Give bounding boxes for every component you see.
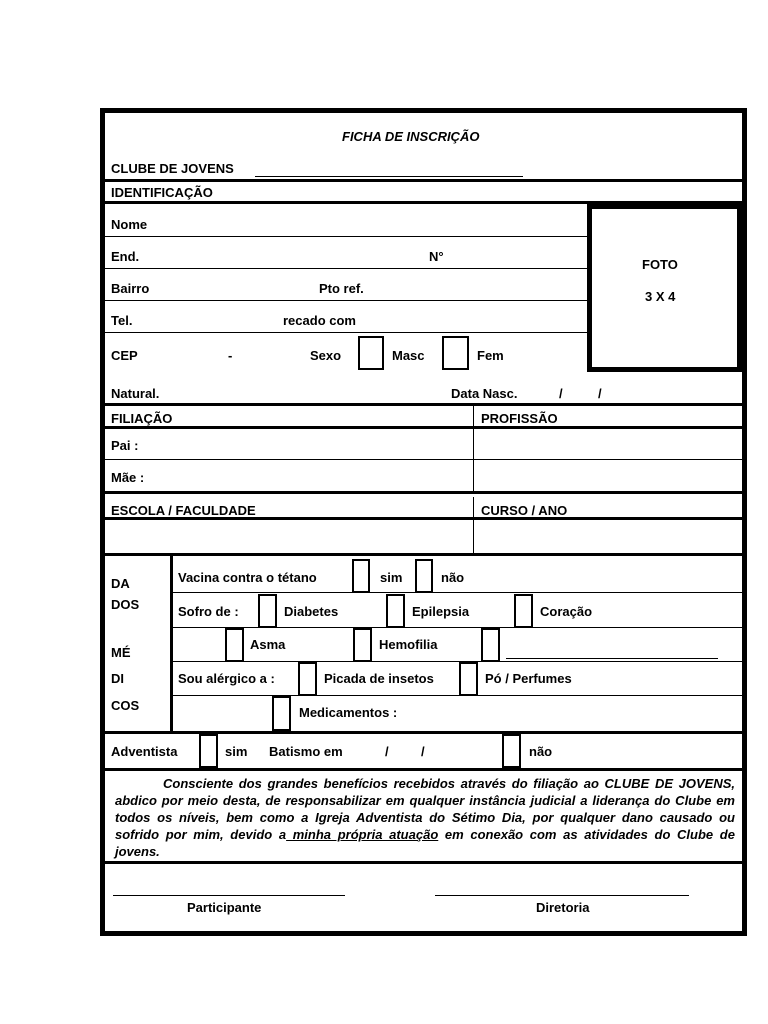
adventista-sim-label: sim [225,744,248,759]
recado-label: recado com [283,313,356,328]
natural-label: Natural. [111,386,160,401]
fem-label: Fem [477,348,504,363]
diabetes-label: Diabetes [284,604,339,619]
photo-box[interactable] [587,204,742,372]
form-title: FICHA DE INSCRIÇÃO [342,129,480,144]
alergico-label: Sou alérgico a : [178,671,275,686]
foto-size-label: 3 X 4 [645,289,676,304]
numero-label: N° [429,249,444,264]
side-label-da: DA [111,576,130,591]
underlined-phrase: minha própria atuação [286,827,439,842]
section-filiacao: FILIAÇÃO [111,411,173,426]
batismo-slash-2: / [421,744,425,759]
tel-label: Tel. [111,313,133,328]
outros-checkbox[interactable] [481,628,500,662]
hemofilia-label: Hemofilia [379,637,438,652]
picada-label: Picada de insetos [324,671,434,686]
bairro-label: Bairro [111,281,150,296]
medicamentos-label: Medicamentos : [299,705,398,720]
nome-field[interactable] [105,236,587,237]
tel-field[interactable] [105,332,587,333]
participante-label: Participante [187,900,262,915]
masc-checkbox[interactable] [358,336,384,370]
diretoria-signature-line[interactable] [435,895,689,896]
endereco-field[interactable] [105,268,587,269]
mae-label: Mãe : [111,470,145,485]
hemofilia-checkbox[interactable] [353,628,372,662]
epilepsia-label: Epilepsia [412,604,470,619]
pto-ref-label: Pto ref. [319,281,364,296]
date-slash-1: / [559,386,563,401]
sofro-label: Sofro de : [178,604,239,619]
bairro-field[interactable] [105,300,587,301]
side-label-dos: DOS [111,597,140,612]
section-curso: CURSO / ANO [481,503,568,518]
club-name-field[interactable] [255,176,523,177]
masc-label: Masc [392,348,425,363]
pai-label: Pai : [111,438,139,453]
coracao-checkbox[interactable] [514,594,533,628]
cep-label: CEP [111,348,138,363]
data-nasc-label: Data Nasc. [451,386,518,401]
date-slash-2: / [598,386,602,401]
vacina-nao-label: não [441,570,465,585]
foto-label: FOTO [642,257,678,272]
po-label: Pó / Perfumes [485,671,572,686]
adventista-nao-label: não [529,744,553,759]
medicamentos-checkbox[interactable] [272,696,291,731]
diabetes-checkbox[interactable] [258,594,277,628]
participante-signature-line[interactable] [113,895,345,896]
vacina-nao-checkbox[interactable] [415,559,433,593]
side-label-di: DI [111,671,124,686]
nome-label: Nome [111,217,148,232]
batismo-slash-1: / [385,744,389,759]
fem-checkbox[interactable] [442,336,469,370]
outros-field[interactable] [506,658,718,659]
adventista-nao-checkbox[interactable] [502,734,521,768]
vacina-label: Vacina contra o tétano [178,570,317,585]
asma-label: Asma [250,637,286,652]
diretoria-label: Diretoria [536,900,590,915]
section-escola: ESCOLA / FACULDADE [111,503,256,518]
registration-form [100,108,747,936]
coracao-label: Coração [540,604,593,619]
sexo-label: Sexo [310,348,342,363]
asma-checkbox[interactable] [225,628,244,662]
side-label-cos: COS [111,698,140,713]
liability-waiver-text: Consciente dos grandes benefícios recebidos através do filiação ao CLUBE DE JOVENS, abdico por meio desta, de responsabilizar em qualquer instância judicial a liderança do Clube em todos os níveis, bem como a Igreja Adventista do Sétimo Dia, por qualquer dano causado ou sofrido por mim, devido a minha própria atuação em conexão com as atividades do Clube de jovens. [115,776,735,859]
epilepsia-checkbox[interactable] [386,594,405,628]
end-label: End. [111,249,140,264]
adventista-label: Adventista [111,744,178,759]
po-checkbox[interactable] [459,662,478,696]
section-profissao: PROFISSÃO [481,411,558,426]
adventista-sim-checkbox[interactable] [199,734,218,768]
side-label-me: MÉ [111,645,131,660]
vacina-sim-label: sim [380,570,403,585]
vacina-sim-checkbox[interactable] [352,559,370,593]
cep-dash: - [228,348,233,363]
section-identificacao: IDENTIFICAÇÃO [111,185,213,200]
pai-field[interactable] [105,459,742,460]
picada-checkbox[interactable] [298,662,317,696]
batismo-label: Batismo em [269,744,343,759]
club-label: CLUBE DE JOVENS [111,161,234,176]
